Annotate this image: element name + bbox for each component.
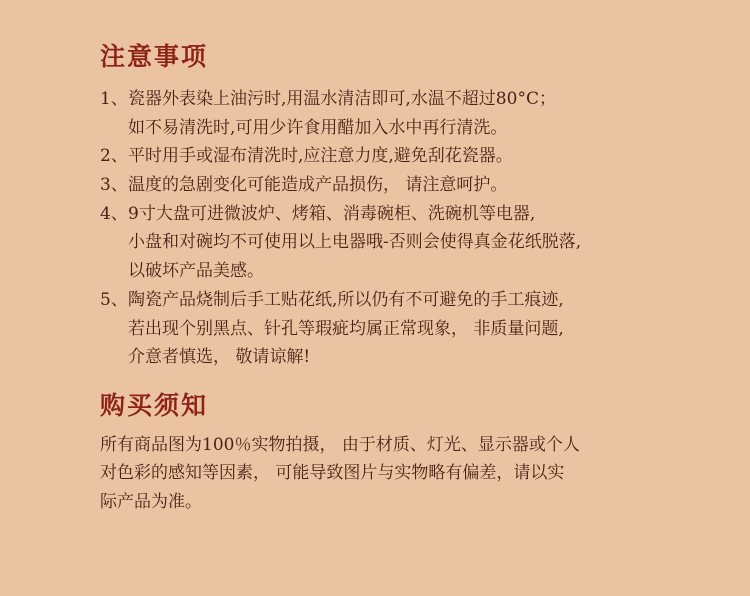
item-text: 温度的急剧变化可能造成产品损伤， 请注意呵护。	[128, 175, 508, 196]
notes-item	[100, 200, 581, 286]
purchase-paragraph	[100, 431, 580, 516]
notes-item	[100, 85, 581, 142]
item-number: 3、	[100, 175, 128, 196]
notes-line: 若出现个别黑点、针孔等瑕疵均属正常现象， 非质量问题,	[128, 318, 564, 339]
notes-line: 介意者慎选， 敬请谅解!	[128, 347, 311, 368]
notes-line: 如不易清洗时,可用少许食用醋加入水中再行清洗。	[128, 117, 508, 138]
purchase-heading: 购买须知	[100, 391, 209, 420]
item-number: 1、	[100, 89, 128, 109]
notes-item	[100, 142, 581, 171]
item-number: 2、	[100, 146, 128, 167]
notes-line: 小盘和对碗均不可使用以上电器哦-否则会使得真金花纸脱落,	[128, 232, 582, 253]
notes-line	[100, 171, 581, 200]
notes-heading: 注意事项	[100, 42, 209, 71]
notes-line	[100, 200, 581, 229]
notes-line: 以破坏产品美感。	[128, 261, 264, 282]
notes-line	[100, 142, 581, 171]
notes-line	[100, 286, 581, 315]
purchase-line: 际产品为准。	[100, 491, 202, 512]
purchase-line: 对色彩的感知等因素， 可能导致图片与实物略有偏差，请以实	[100, 463, 565, 484]
item-text: 平时用手或湿布清洗时,应注意力度,避免刮花瓷器。	[128, 146, 513, 167]
item-text: 瓷器外表染上油污时,用温水清洁即可,水温不超过80°C；	[128, 89, 556, 109]
item-text: 陶瓷产品烧制后手工贴花纸,所以仍有不可避免的手工痕迹,	[128, 289, 564, 310]
notes-item	[100, 286, 581, 372]
item-number: 5、	[100, 289, 128, 310]
notes-list	[100, 85, 581, 372]
item-text: 9寸大盘可进微波炉、烤箱、消毒碗柜、洗碗机等电器,	[128, 203, 536, 224]
purchase-line: 所有商品图为100％实物拍摄， 由于材质、灯光、显示器或个人	[100, 435, 580, 455]
item-number: 4、	[100, 203, 128, 224]
notes-item	[100, 171, 581, 200]
notes-line	[100, 85, 581, 114]
